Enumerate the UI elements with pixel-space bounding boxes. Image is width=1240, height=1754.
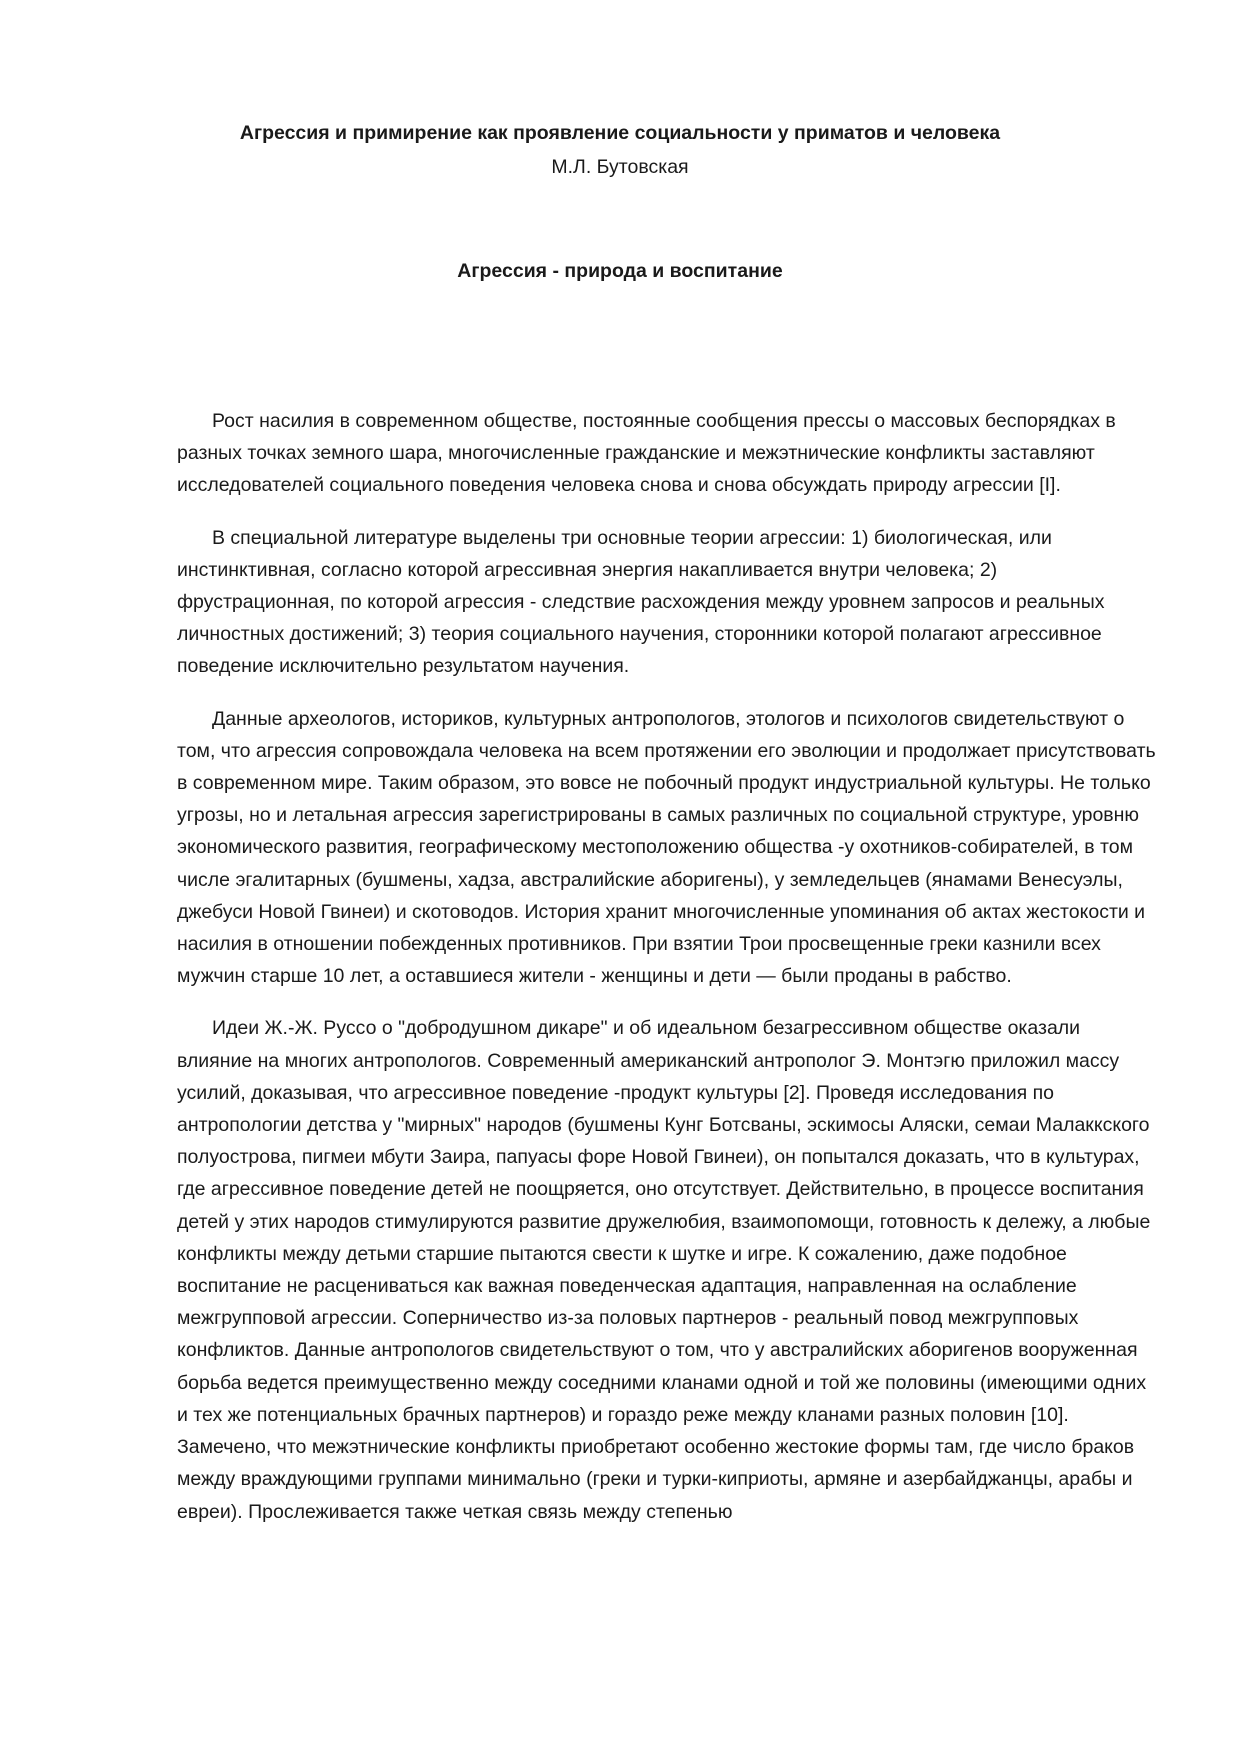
section-heading: Агрессия - природа и воспитание bbox=[457, 260, 783, 282]
paragraph-3: Данные археологов, историков, культурных антропологов, этологов и психологов свидетельствуют о том, что агрессия сопровождала человека на всем протяжении его эволюции и продолжает присутствовать в современном мире. Таким образом, это вовсе не побочный продукт индустриальной культуры. Не только угрозы, но и летальная агрессия зарегистрированы в самых различных по социальной структуре, уровню экономического развития, географическому местоположению общества -у охотников-собирателей, в том числе эгалитарных (бушмены, хадза, австралийские аборигены), у земледельцев (янамами Венесуэлы, джебуси Новой Гвинеи) и скотоводов. История хранит многочисленные упоминания об актах жестокости и насилия в отношении побежденных противников. При взятии Трои просвещенные греки казнили всех мужчин старше 10 лет, а оставшиеся жители - женщины и дети — были проданы в рабство. bbox=[177, 707, 1156, 988]
paragraph-2: В специальной литературе выделены три основные теории агрессии: 1) биологическая, или инстинктивная, согласно которой агрессивная энергия накапливается внутри человека; 2) фрустрационная, по которой агрессия - следствие расхождения между уровнем запросов и реальных личностных достижений; 3) теория социального научения, сторонники которой полагают агрессивное поведение исключительно результатом научения. bbox=[177, 526, 1105, 678]
document-title: Агрессия и примирение как проявление социальности у приматов и человека bbox=[239, 122, 1001, 144]
document-author: М.Л. Бутовская bbox=[551, 156, 689, 178]
paragraph-4: Идеи Ж.-Ж. Руссо о "добродушном дикаре" и об идеальном безагрессивном обществе оказали влияние на многих антропологов. Современный американский антрополог Э. Монтэгю приложил массу усилий, доказывая, что агрессивное поведение -продукт культуры [2]. Проведя исследования по антропологии детства у "мирных" народов (бушмены Кунг Ботсваны, эскимосы Аляски, семаи Малаккского полуострова, пигмеи мбути Заира, папуасы форе Новой Гвинеи), он попытался доказать, что в культурах, где агрессивное поведение детей не поощряется, оно отсутствует. Действительно, в процессе воспитания детей у этих народов стимулируются развитие дружелюбия, взаимопомощи, готовность к дележу, а любые конфликты между детьми старшие пытаются свести к шутке и игре. К сожалению, даже подобное воспитание не расцениваться как важная поведенческая адаптация, направленная на ослабление межгрупповой агрессии. Соперничество из-за половых партнеров - реальный повод межгрупповых конфликтов. Данные антропологов свидетельствуют о том, что у австралийских аборигенов вооруженная борьба ведется преимущественно между соседними кланами одной и той же половины (имеющими одних и тех же потенциальных брачных партнеров) и гораздо реже между кланами разных половин [10]. Замечено, что межэтнические конфликты приобретают особенно жестокие формы там, где число браков между враждующими группами минимально (греки и турки-киприоты, армяне и азербайджанцы, арабы и евреи). Прослеживается также четкая связь между степенью bbox=[177, 1017, 1151, 1523]
document-body bbox=[177, 405, 1157, 1548]
paragraph-1: Рост насилия в современном обществе, постоянные сообщения прессы о массовых беспорядках в разных точках земного шара, многочисленные гражданские и межэтнические конфликты заставляют исследователей социального поведения человека снова и снова обсуждать природу агрессии [I]. bbox=[177, 410, 1116, 497]
